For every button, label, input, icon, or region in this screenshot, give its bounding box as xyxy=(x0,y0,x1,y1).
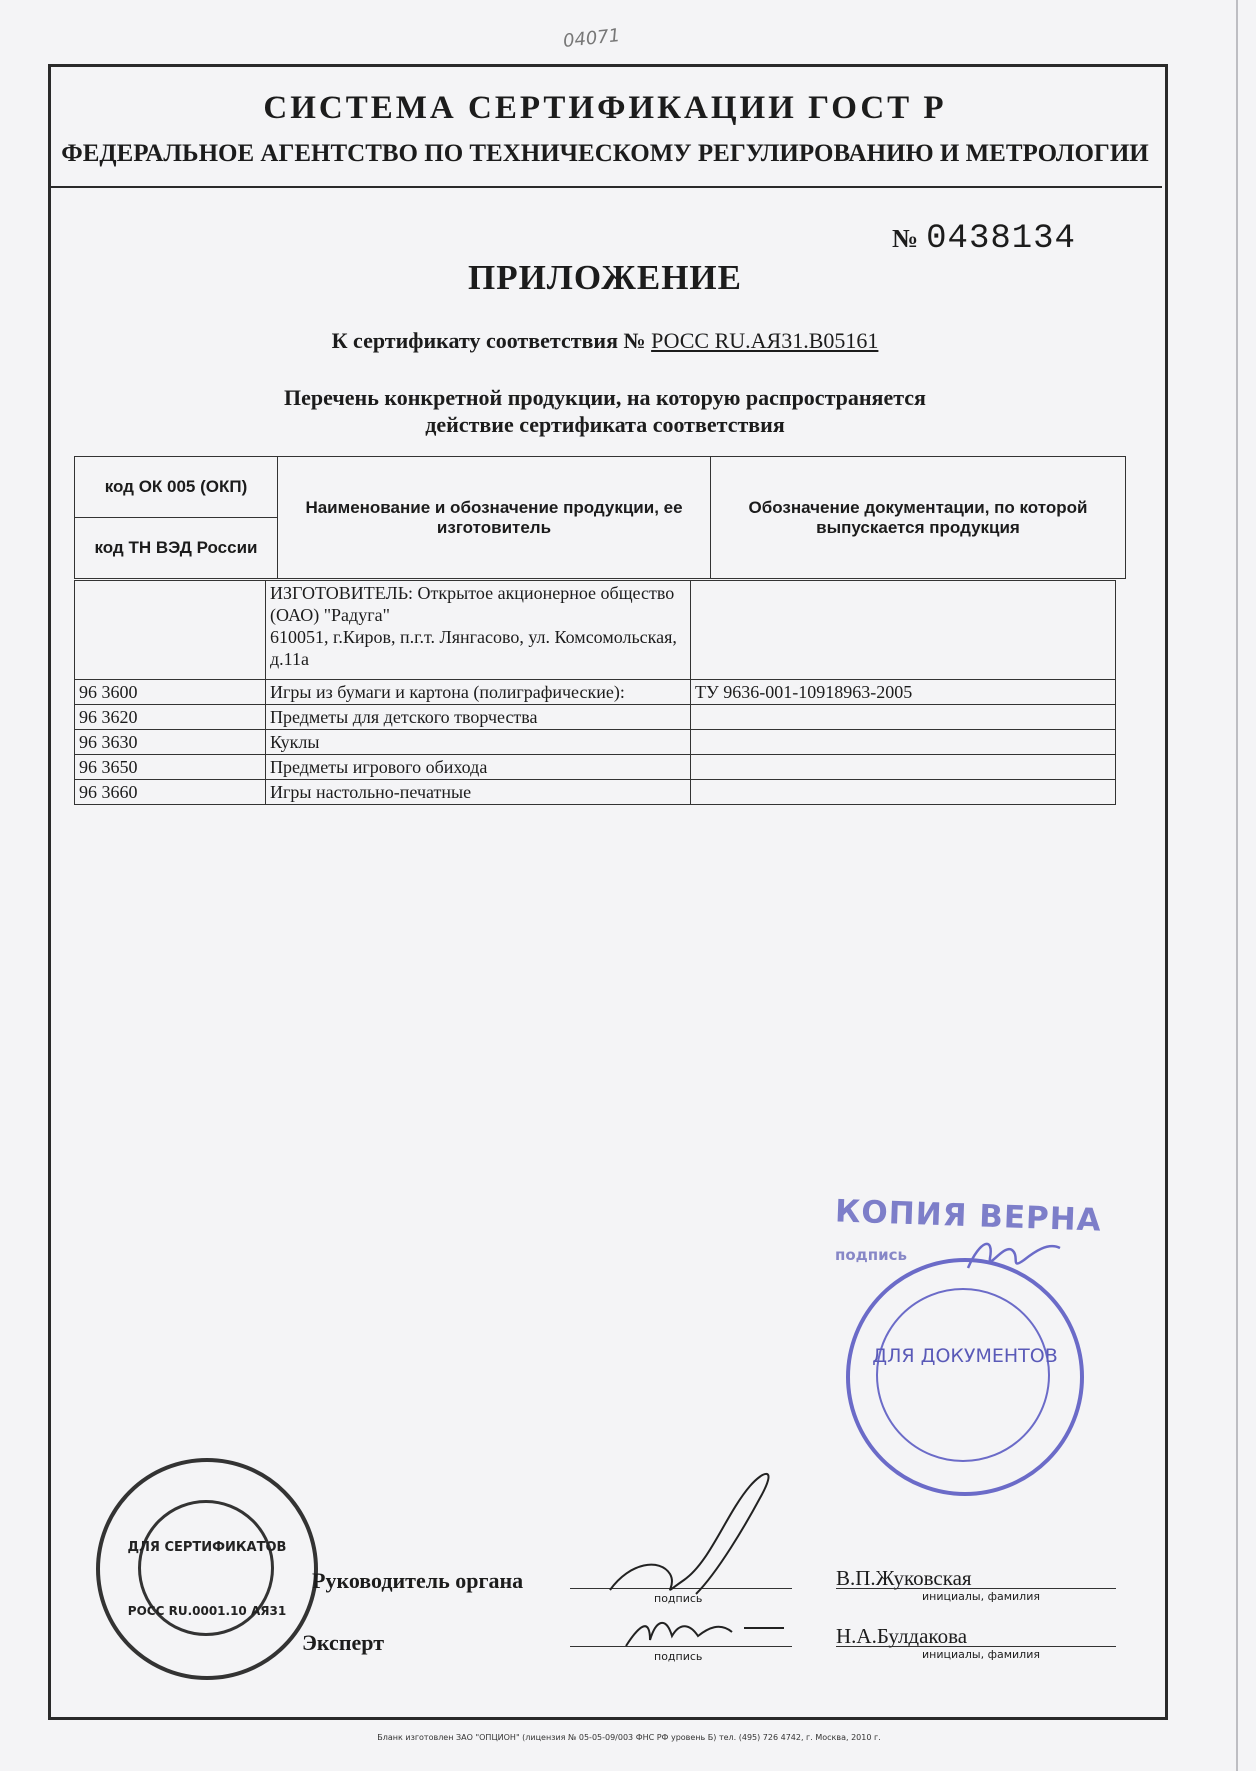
certification-seal-text: ДЛЯ СЕРТИФИКАТОВ xyxy=(127,1540,287,1555)
manufacturer-code-cell xyxy=(75,581,266,680)
row-doc xyxy=(691,755,1116,780)
scan-edge xyxy=(1236,0,1238,1771)
row-code: 96 3620 xyxy=(75,705,266,730)
table-row xyxy=(75,730,1116,755)
manufacturer-address: 610051, г.Киров, п.г.т. Лянгасово, ул. Комсомольская, д.11а xyxy=(270,627,677,669)
header-divider xyxy=(48,186,1162,188)
certificate-reference xyxy=(48,328,1162,354)
table-row xyxy=(75,780,1116,805)
header-okp: код ОК 005 (ОКП) xyxy=(75,457,278,518)
certificate-label: К сертификату соответствия № xyxy=(331,328,646,353)
appendix-title: ПРИЛОЖЕНИЕ xyxy=(467,258,742,297)
expert-name: Н.А.Булдакова xyxy=(836,1624,968,1648)
row-name: Куклы xyxy=(266,730,691,755)
copy-stamp-signature-label: подпись xyxy=(835,1246,908,1264)
table-row xyxy=(75,680,1116,705)
company-seal-text: ДЛЯ ДОКУМЕНТОВ xyxy=(872,1345,1058,1367)
company-seal-inner-ring xyxy=(876,1288,1050,1462)
table-header xyxy=(74,456,1126,579)
blank-number-label: № xyxy=(892,224,919,253)
list-title-line1: Перечень конкретной продукции, на которую распространяется xyxy=(284,385,926,410)
table-row xyxy=(75,755,1116,780)
product-table xyxy=(74,580,1116,805)
certificate-number: РОСС RU.АЯ31.В05161 xyxy=(651,328,879,353)
header-docs: Обозначение документации, по которой выпускается продукция xyxy=(711,457,1126,579)
manufacturer-cell xyxy=(266,581,691,680)
blank-number xyxy=(892,220,1076,258)
row-code: 96 3630 xyxy=(75,730,266,755)
expert-label: Эксперт xyxy=(302,1630,385,1655)
expert-signature xyxy=(620,1606,790,1656)
head-sign-caption: подпись xyxy=(654,1592,703,1605)
header-product: Наименование и обозначение продукции, ее изготовитель xyxy=(278,457,711,579)
company-seal xyxy=(846,1258,1084,1496)
manufacturer-doc-cell xyxy=(691,581,1116,680)
header-tnved: код ТН ВЭД России xyxy=(75,518,278,579)
row-doc xyxy=(691,730,1116,755)
row-doc: ТУ 9636-001-10918963-2005 xyxy=(691,680,1116,705)
row-doc xyxy=(691,780,1116,805)
row-name: Предметы для детского творчества xyxy=(266,705,691,730)
head-label: Руководитель органа xyxy=(312,1568,524,1593)
row-name: Игры из бумаги и картона (полиграфические): xyxy=(266,680,691,705)
row-name: Предметы игрового обихода xyxy=(266,755,691,780)
manufacturer-row xyxy=(75,581,1116,680)
manufacturer-label: ИЗГОТОВИТЕЛЬ: Открытое акционерное общество (ОАО) "Радуга" xyxy=(270,583,675,625)
head-name: В.П.Жуковская xyxy=(836,1566,972,1590)
handwritten-note: 04071 xyxy=(562,25,622,52)
expert-name-line xyxy=(836,1646,1116,1647)
row-doc xyxy=(691,705,1116,730)
certification-seal-code: РОСС RU.0001.10 АЯ31 xyxy=(127,1604,287,1618)
row-code: 96 3660 xyxy=(75,780,266,805)
blank-footer: Бланк изготовлен ЗАО "ОПЦИОН" (лицензия № 05-05-09/003 ФНС РФ уровень Б) тел. (495) 726 4742, г. Москва, 2010 г. xyxy=(377,1733,881,1742)
copy-true-stamp: КОПИЯ ВЕРНА xyxy=(834,1193,1103,1239)
certification-body-seal xyxy=(96,1458,318,1680)
row-code: 96 3650 xyxy=(75,755,266,780)
list-title-line2: действие сертификата соответствия xyxy=(425,412,785,437)
table-row xyxy=(75,705,1116,730)
agency-title: ФЕДЕРАЛЬНОЕ АГЕНТСТВО ПО ТЕХНИЧЕСКОМУ РЕГУЛИРОВАНИЮ И МЕТРОЛОГИИ xyxy=(61,140,1149,167)
expert-sign-caption: подпись xyxy=(654,1650,703,1663)
row-name: Игры настольно-печатные xyxy=(266,780,691,805)
expert-name-caption: инициалы, фамилия xyxy=(922,1648,1040,1661)
blank-number-value: 0438134 xyxy=(926,220,1076,258)
head-name-caption: инициалы, фамилия xyxy=(922,1590,1040,1603)
list-title xyxy=(48,384,1162,438)
system-title: СИСТЕМА СЕРТИФИКАЦИИ ГОСТ Р xyxy=(263,90,947,126)
row-code: 96 3600 xyxy=(75,680,266,705)
head-name-line xyxy=(836,1588,1116,1589)
head-signature xyxy=(600,1462,780,1612)
